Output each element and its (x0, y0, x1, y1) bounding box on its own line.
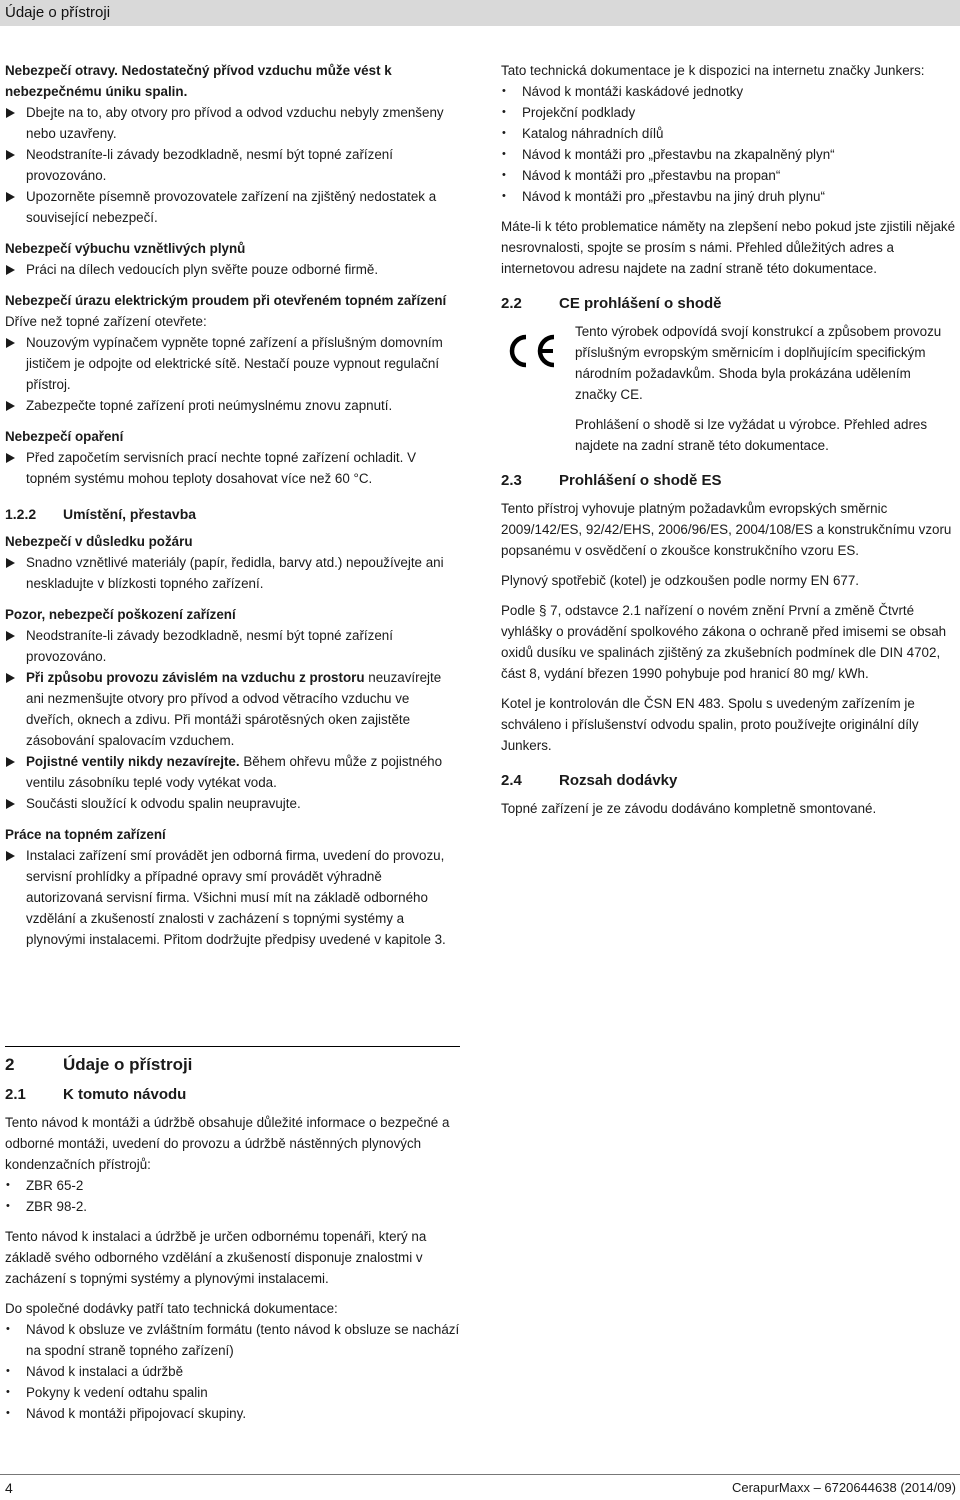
document-list (501, 81, 956, 207)
warning-heading: Nebezpečí opaření (5, 429, 124, 444)
section-number: 2.4 (501, 772, 522, 789)
paragraph: Do společné dodávky patří tato technická dokumentace: (5, 1301, 338, 1316)
warning-heading: Nebezpečí úrazu elektrickým proudem při otevřeném topném zařízení (5, 293, 447, 308)
warning-heading: Nebezpečí v důsledku požáru (5, 534, 193, 549)
page-number: 4 (5, 1480, 13, 1496)
section-number: 2.1 (5, 1086, 26, 1103)
list-item: • Katalog náhradních dílů (501, 123, 956, 144)
section-title: Rozsah dodávky (559, 772, 678, 789)
paragraph: Tento návod k montáži a údržbě obsahuje důležité informace o bezpečné a odborné montáži, uvedení do provozu a údržbě nástěnných plynových kondenzačních přístrojů: (5, 1115, 450, 1172)
list-item: Dbejte na to, aby otvory pro přívod a odvod vzduchu nebyly zmenšeny nebo uzavřeny. (5, 102, 460, 144)
chapter-divider (5, 1046, 460, 1047)
list-item: • Návod k montáži pro „přestavbu na jiný druh plynu“ (501, 186, 956, 207)
list-item: • Návod k montáži pro „přestavbu na propan“ (501, 165, 956, 186)
paragraph: Plynový spotřebič (kotel) je odzkoušen podle normy EN 677. (501, 573, 860, 588)
chapter-number: 2 (5, 1055, 15, 1074)
warning-intro: Dříve než topné zařízení otevřete: (5, 314, 207, 329)
warning-heading: Nebezpečí otravy. Nedostatečný přívod vzduchu může vést k nebezpečnému úniku spalin. (5, 63, 392, 99)
section-heading (5, 1084, 460, 1106)
warning-list (5, 259, 460, 280)
list-item: • ZBR 98-2. (5, 1196, 460, 1217)
list-item-text: Během ohřevu může z pojistného ventilu zásobníku teplé vody vytékat voda. (26, 754, 443, 790)
section-title: CE prohlášení o shodě (559, 295, 722, 312)
list-item-text: neuzavírejte ani nezmenšujte otvory pro přívod a odvod větracího vzduchu ve dveřích, oknech a zdivu. Při montáži spárotěsných oken zajistěte zásobování spalovacím vzduchem. (26, 670, 442, 748)
list-item (5, 751, 460, 793)
paragraph: Tento přístroj vyhovuje platným požadavkům evropských směrnic 2009/142/ES, 92/42/EHS, 2006/96/ES, 2004/108/ES a konstrukčnímu vzoru popsanému v osvědčení o zkoušce konstrukčního vzoru ES. (501, 501, 952, 558)
paragraph: Tento návod k instalaci a údržbě je určen odbornému topenáři, který na základě svého odborného vzdělání a zkušeností disponuje znalostmi v zacházení s topnými systémy a plynovými instalacemi. (5, 1229, 427, 1286)
header-title: Údaje o přístroji (5, 4, 111, 21)
ce-block (501, 321, 956, 456)
warning-heading: Práce na topném zařízení (5, 827, 166, 842)
list-item: • Návod k montáži pro „přestavbu na zkapalněný plyn“ (501, 144, 956, 165)
section-heading (501, 470, 956, 492)
right-column (501, 60, 956, 819)
footer-divider (0, 1474, 960, 1475)
left-column (5, 60, 460, 954)
paragraph: Máte-li k této problematice náměty na zlepšení nebo pokud jste zjistili nějaké nesrovnalosti, spojte se prosím s námi. Přehled důležitých adres a internetovou adresu najdete na zadní straně této dokumentace. (501, 219, 956, 276)
document-reference: CerapurMaxx – 6720644638 (2014/09) (731, 1480, 956, 1495)
warning-list (5, 332, 460, 416)
chapter-heading (5, 1052, 460, 1078)
list-item: • Návod k obsluze ve zvláštním formátu (tento návod k obsluze se nachází na spodní straně topného zařízení) (5, 1319, 460, 1361)
list-item: Zabezpečte topné zařízení proti neúmyslnému znovu zapnutí. (5, 395, 460, 416)
list-item (5, 667, 460, 751)
section-title: Prohlášení o shodě ES (559, 472, 722, 489)
paragraph: Prohlášení o shodě si lze vyžádat u výrobce. Přehled adres najdete na zadní straně této dokumentace. (575, 417, 928, 453)
list-item: • ZBR 65-2 (5, 1175, 460, 1196)
model-list (5, 1175, 460, 1217)
list-item: Upozorněte písemně provozovatele zařízení na zjištěný nedostatek a související nebezpečí. (5, 186, 460, 228)
list-item: • Pokyny k vedení odtahu spalin (5, 1382, 460, 1403)
list-item: Snadno vznětlivé materiály (papír, ředidla, barvy atd.) nepoužívejte ani neskladujte v blízkosti topného zařízení. (5, 552, 460, 594)
list-item: Součásti sloužící k odvodu spalin neupravujte. (5, 793, 460, 814)
ce-mark-icon (504, 331, 560, 371)
paragraph: Topné zařízení je ze závodu dodáváno kompletně smontované. (501, 801, 877, 816)
chapter-2 (5, 1052, 460, 1424)
section-heading (501, 770, 956, 792)
list-item: • Návod k montáži kaskádové jednotky (501, 81, 956, 102)
paragraph: Tato technická dokumentace je k dispozici na internetu značky Junkers: (501, 63, 925, 78)
list-item: • Projekční podklady (501, 102, 956, 123)
paragraph: Kotel je kontrolován dle ČSN EN 483. Spolu s uvedeným zařízením je schváleno i příslušenství odvodu spalin, proto používejte originální díly Junkers. (501, 696, 919, 753)
section-heading (501, 293, 956, 315)
section-number: 2.2 (501, 295, 522, 312)
section-title: K tomuto návodu (63, 1086, 187, 1103)
emphasis-text: Pojistné ventily nikdy nezavírejte. (26, 754, 240, 769)
list-item: Neodstraníte-li závady bezodkladně, nesmí být topné zařízení provozováno. (5, 144, 460, 186)
warning-list (5, 102, 460, 228)
section-title: Umístění, přestavba (63, 506, 197, 522)
list-item: Instalaci zařízení smí provádět jen odborná firma, uvedení do provozu, servisní prohlídky a případné opravy smí provádět výhradně autorizovaná servisní firma. Všichni musí mít na základě odborného vzdělání a zkušeností znalosti v zacházení s topnými systémy a plynovými instalacemi. Přitom dodržujte předpisy uvedené v kapitole 3. (5, 845, 460, 950)
list-item: • Návod k montáži připojovací skupiny. (5, 1403, 460, 1424)
section-heading (5, 503, 460, 525)
paragraph: Tento výrobek odpovídá svojí konstrukcí a způsobem provozu příslušným evropským směrnicím i doplňujícím specifickým národním požadavkům. Shoda byla prokázána udělením značky CE. (575, 324, 942, 402)
list-item: • Návod k instalaci a údržbě (5, 1361, 460, 1382)
warning-list (5, 625, 460, 814)
warning-list (5, 447, 460, 489)
section-number: 2.3 (501, 472, 522, 489)
warning-heading: Pozor, nebezpečí poškození zařízení (5, 607, 236, 622)
list-item: Neodstraníte-li závady bezodkladně, nesmí být topné zařízení provozováno. (5, 625, 460, 667)
page-header (0, 0, 960, 26)
warning-list (5, 552, 460, 594)
list-item: Práci na dílech vedoucích plyn svěřte pouze odborné firmě. (5, 259, 460, 280)
document-list (5, 1319, 460, 1424)
emphasis-text: Při způsobu provozu závislém na vzduchu z prostoru (26, 670, 365, 685)
warning-heading: Nebezpečí výbuchu vznětlivých plynů (5, 241, 246, 256)
warning-list (5, 845, 460, 950)
chapter-title: Údaje o přístroji (63, 1055, 193, 1074)
list-item: Nouzovým vypínačem vypněte topné zařízení a příslušným domovním jističem je odpojte od elektrické sítě. Nestačí pouze vypnout regulační přístroj. (5, 332, 460, 395)
section-number: 1.2.2 (5, 506, 37, 522)
paragraph: Podle § 7, odstavce 2.1 nařízení o novém znění První a změně Čtvrté vyhlášky o provádění spolkového zákona o ochraně před imisemi se obsah oxidů dusíku ve spalinách zjištěný za zkušebních podmínek dle DIN 4702, část 8, vydání březen 1990 pohybuje pod hranicí 80 mg/ kWh. (501, 603, 947, 681)
list-item: Před započetím servisních prací nechte topné zařízení ochladit. V topném systému mohou teploty dosahovat více než 60 °C. (5, 447, 460, 489)
